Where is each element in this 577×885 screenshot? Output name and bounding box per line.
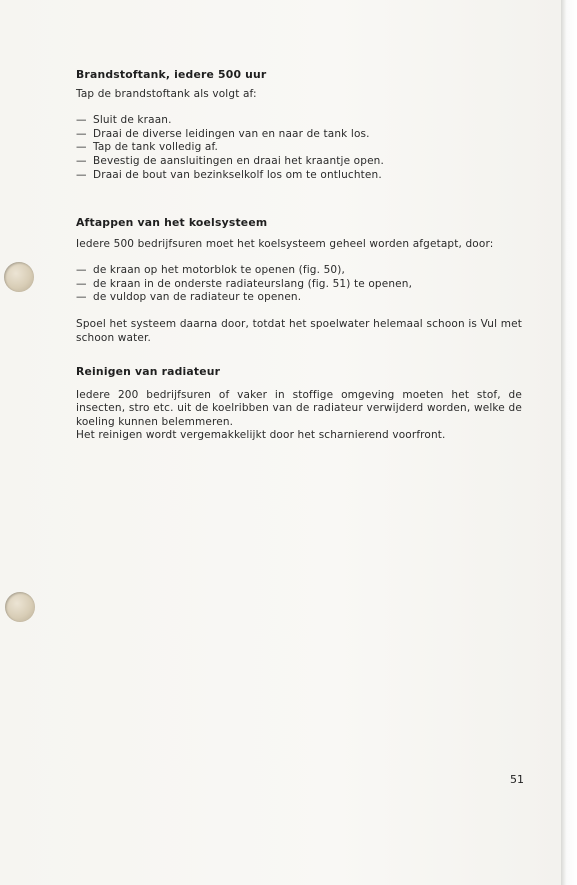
list-item: — Tap de tank volledig af. [76,141,219,154]
section-outro: Spoel het systeem daarna door, totdat het spoelwater helemaal schoon is Vul met schoon water. [76,317,522,344]
dash: — [76,127,87,140]
section-paragraph: Iedere 200 bedrijfsuren of vaker in stoffige omgeving moeten het stof, de insecten, stro etc. uit de koelribben van de radiateur verwijderd worden, welke de koeling kunnen belemmeren. [76,388,522,428]
section-heading: Aftappen van het koelsysteem [76,216,268,229]
section-cooling-system [76,216,522,345]
list-item: — de kraan op het motorblok te openen (fig. 50), [76,264,345,277]
page-edge [561,0,577,885]
section-intro: Tap de brandstoftank als volgt af: [76,87,257,100]
page-number: 51 [510,773,524,786]
step-list [76,264,522,305]
dash: — [76,154,87,167]
step-list [76,114,522,182]
punch-hole [4,262,34,292]
section-heading: Brandstoftank, iedere 500 uur [76,68,267,81]
list-item: — Sluit de kraan. [76,114,172,127]
list-item: — de kraan in de onderste radiateurslang (fig. 51) te openen, [76,277,413,290]
section-fuel-tank [76,68,522,182]
punch-hole [5,592,35,622]
dash: — [76,114,87,127]
dash: — [76,141,87,154]
section-radiator-cleaning [76,365,522,443]
list-item: — de vuldop van de radiateur te openen. [76,291,302,304]
dash: — [76,291,87,304]
dash: — [76,277,87,290]
dash: — [76,264,87,277]
section-intro: Iedere 500 bedrijfsuren moet het koelsysteem geheel worden afgetapt, door: [76,237,494,250]
section-paragraph: Het reinigen wordt vergemakkelijkt door het scharnierend voorfront. [76,429,446,442]
dash: — [76,168,87,181]
list-item: — Draai de bout van bezinkselkolf los om te ontluchten. [76,168,382,181]
list-item: — Draai de diverse leidingen van en naar de tank los. [76,127,370,140]
section-heading: Reinigen van radiateur [76,365,221,378]
list-item: — Bevestig de aansluitingen en draai het kraantje open. [76,154,384,167]
